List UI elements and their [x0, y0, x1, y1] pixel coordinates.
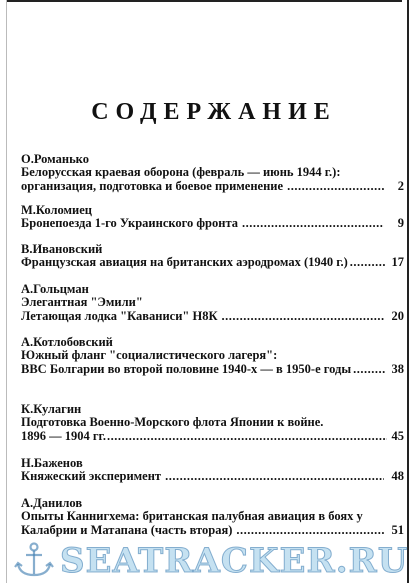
toc-page-number: 45: [391, 428, 404, 443]
toc-title-line-last: [21, 310, 404, 324]
toc-entry-3[interactable]: [21, 242, 404, 270]
toc-title-line: Белорусская краевая оборона (февраль — июнь 1944 г.):: [21, 165, 341, 179]
toc-author: А.Гольцман: [21, 282, 89, 296]
toc-title-text: 1896 — 1904 гг.: [21, 428, 106, 443]
toc-leader-dots: [222, 310, 384, 324]
toc-page-number: 2: [397, 178, 404, 193]
toc-page-number: 48: [391, 469, 404, 483]
toc-entry-4[interactable]: [21, 282, 404, 323]
toc-leader-dots: [287, 180, 384, 194]
watermark-text: SEATRACKER.RU: [60, 541, 409, 581]
toc-author: М.Коломиец: [21, 203, 92, 217]
toc-leader-dots: [107, 430, 387, 444]
page-border-right: [407, 0, 409, 583]
toc-page-number: 9: [397, 216, 404, 230]
toc-author: О.Романько: [21, 152, 89, 166]
toc-entry-1[interactable]: [21, 152, 404, 193]
toc-leader-dots: [165, 470, 384, 484]
toc-title-line: Южный фланг "социалистического лагеря":: [21, 348, 278, 362]
toc-title-line-last: [21, 430, 404, 444]
toc-title-line-last: [21, 180, 404, 194]
toc-leader-dots: [353, 363, 386, 377]
toc-page-number: 38: [391, 361, 404, 376]
toc-author: Н.Баженов: [21, 456, 83, 470]
toc-author: В.Ивановский: [21, 242, 103, 256]
toc-title-text: Княжеский эксперимент: [21, 469, 162, 483]
anchor-icon: [12, 540, 56, 580]
toc-title-line-last: [21, 256, 404, 270]
toc-leader-dots: [350, 256, 386, 270]
toc-title-text: ВВС Болгарии во второй половине 1940-х — в 1950-е годы: [21, 361, 352, 376]
site-watermark: [12, 540, 412, 580]
toc-entry-6[interactable]: [21, 402, 404, 443]
toc-title-text: Французская авиация на британских аэродромах (1940 г.): [21, 255, 348, 269]
toc-title-text: Летающая лодка "Каваниси" Н8К: [21, 308, 218, 323]
page-border-left: [6, 0, 7, 583]
toc-title-line-last: [21, 470, 404, 484]
toc-entry-2[interactable]: [21, 203, 404, 231]
page-title: СОДЕРЖАНИЕ: [91, 99, 337, 125]
toc-title-text: Калабрии и Матапана (часть вторая): [21, 522, 233, 537]
toc-author: К.Кулагин: [21, 402, 82, 416]
toc-page-number: 17: [391, 255, 404, 269]
toc-title-line-last: [21, 217, 404, 231]
toc-entry-7[interactable]: [21, 456, 404, 484]
toc-author: А.Данилов: [21, 496, 83, 510]
toc-title-line-last: [21, 524, 404, 538]
toc-leader-dots: [236, 524, 384, 538]
toc-title-text: Бронепоезда 1-го Украинского фронта: [21, 216, 238, 230]
toc-page-number: 51: [391, 522, 404, 537]
toc-title-line: Элегантная "Эмили": [21, 295, 143, 309]
toc-entry-5[interactable]: [21, 335, 404, 376]
page-border-top: [6, 0, 402, 2]
toc-author: А.Котлобовский: [21, 335, 113, 349]
toc-title-line-last: [21, 363, 404, 377]
toc-leader-dots: [242, 217, 384, 231]
toc-title-line: Подготовка Военно-Морского флота Японии к войне.: [21, 415, 324, 429]
toc-title-line: Опыты Каннигхема: британская палубная авиация в боях у: [21, 509, 363, 523]
toc-title-text: организация, подготовка и боевое применение: [21, 178, 284, 193]
toc-entry-8[interactable]: [21, 496, 404, 537]
toc-page-number: 20: [391, 308, 404, 323]
